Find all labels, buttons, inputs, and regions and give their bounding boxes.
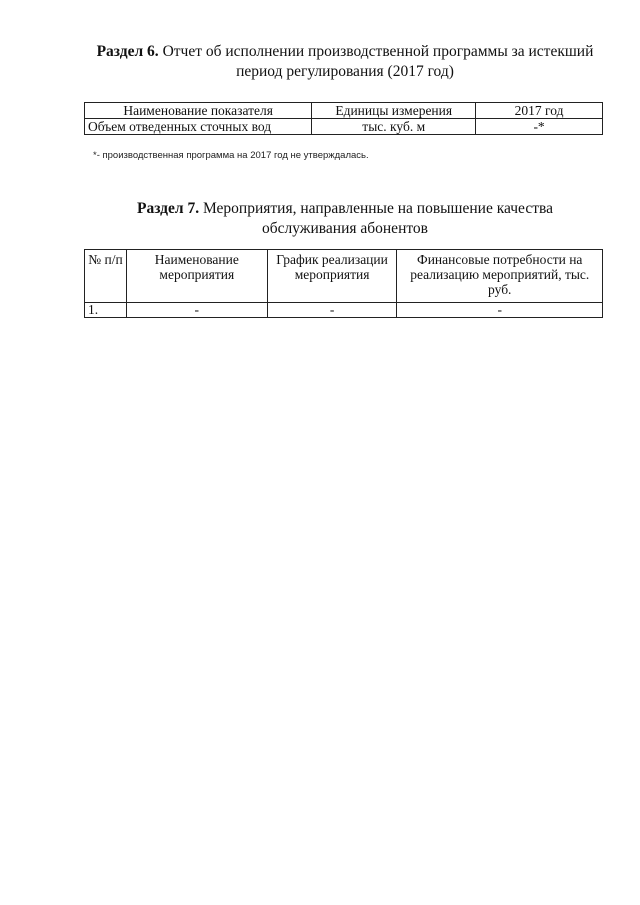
header-cell: № п/п (85, 250, 127, 303)
header-cell: График реализации мероприятия (267, 250, 397, 303)
section6-table (84, 102, 603, 135)
section6-title-line1: Отчет об исполнении производственной программы за истекший (162, 43, 594, 60)
section7-table (84, 249, 603, 318)
table-cell: -* (476, 119, 603, 135)
header-cell: Наименование мероприятия (126, 250, 267, 303)
header-cell: Наименование показателя (85, 103, 312, 119)
table-cell: 1. (85, 303, 127, 318)
section7-title-line2: обслуживания абонентов (261, 220, 428, 237)
section6-heading (60, 42, 630, 82)
table-header-row (85, 103, 603, 119)
table-row (85, 303, 603, 318)
section6-footnote: *- производственная программа на 2017 год не утверждалась. (93, 150, 369, 161)
header-cell: Финансовые потребности на реализацию мероприятий, тыс. руб. (397, 250, 603, 303)
table-cell: Объем отведенных сточных вод (85, 119, 312, 135)
section7-heading (60, 199, 630, 239)
table-cell: - (126, 303, 267, 318)
table-cell: - (397, 303, 603, 318)
header-cell: 2017 год (476, 103, 603, 119)
section7-label: Раздел 7. (137, 200, 200, 217)
section6-label: Раздел 6. (96, 43, 159, 60)
table-row (85, 119, 603, 135)
table-cell: - (267, 303, 397, 318)
table-cell: тыс. куб. м (312, 119, 476, 135)
table-header-row (85, 250, 603, 303)
section7-title-line1: Мероприятия, направленные на повышение качества (202, 200, 553, 217)
section6-title-line2: период регулирования (2017 год) (236, 63, 454, 80)
header-cell: Единицы измерения (312, 103, 476, 119)
